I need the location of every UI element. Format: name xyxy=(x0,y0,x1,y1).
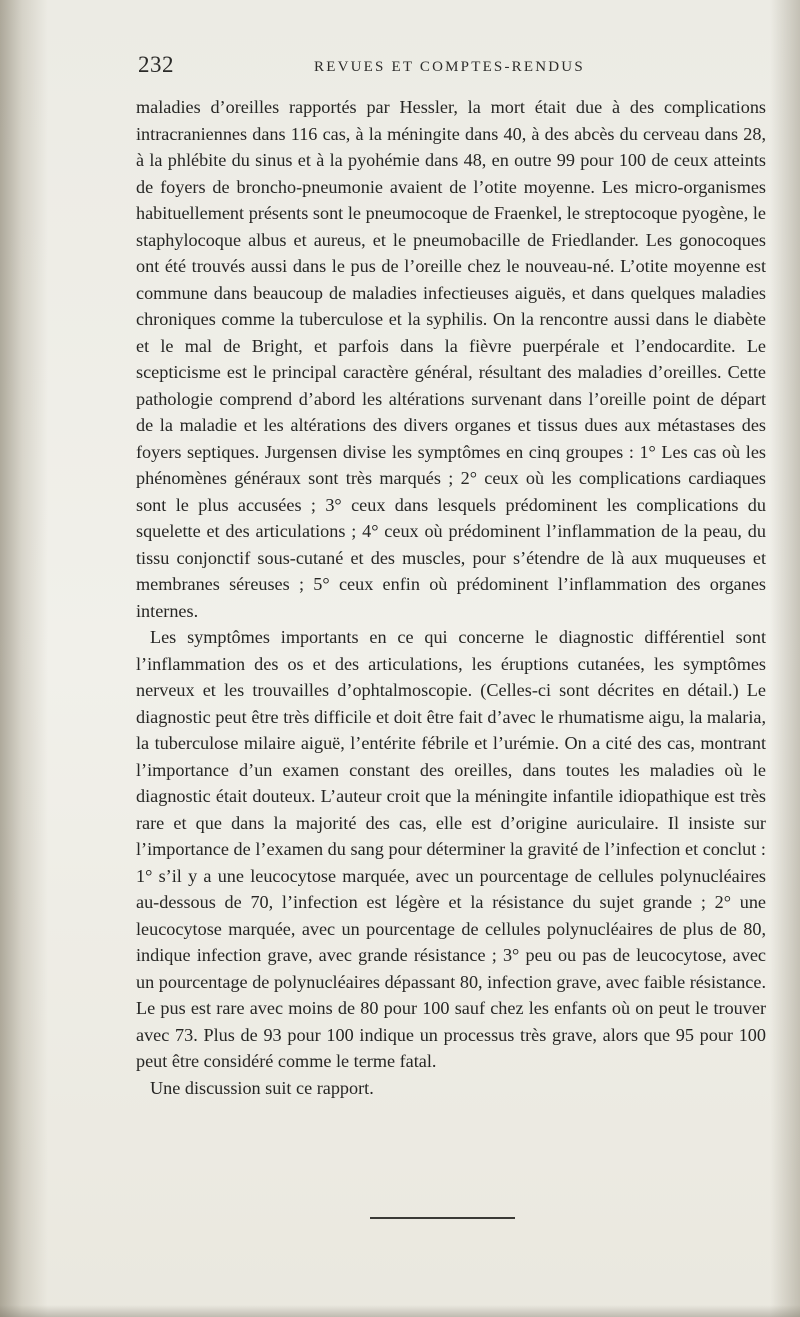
paragraph: Une discussion suit ce rapport. xyxy=(150,1077,374,1098)
running-title: REVUES ET COMPTES-RENDUS xyxy=(314,59,585,75)
paragraph: Les symptômes importants en ce qui concerne le diagnostic différentiel sont l’inflammation des os et des articulations, les éruptions cutanées, les symptômes nerveux et les trouvailles d’ophtalmoscopie. (Celles-ci sont décrites en détail.) Le diagnostic peut être très difficile et doit être fait d’avec le rhumatisme aigu, la malaria, la tuberculose milaire aiguë, l’entérite fébrile et l’urémie. On a cité des cas, montrant l’importance d’un examen constant des oreilles, dans toutes les maladies où le diagnostic était douteux. L’auteur croit que la méningite infantile idiopathique est très rare et que dans la majorité des cas, elle est d’origine auriculaire. Il insiste sur l’importance de l’examen du sang pour déterminer la gravité de l’infection et conclut : 1° s’il y a une leucocytose marquée, avec un pourcentage de cellules polynucléaires au-dessous de 70, l’infection est légère et la résistance du sujet grande ; 2° une leucocytose marquée, avec un pourcentage de cellules polynucléaires de plus de 80, indique infection grave, avec grande résistance ; 3° peu ou pas de leucocytose, avec un pourcentage de polynucléaires dépassant 80, infection grave, avec faible résistance. Le pus est rare avec moins de 80 pour 100 sauf chez les enfants où on peut le trouver avec 73. Plus de 93 pour 100 indique un processus très grave, alors que 95 pour 100 peut être considéré comme le terme fatal. xyxy=(136,627,766,1071)
page-number: 232 xyxy=(138,52,174,77)
end-rule-divider xyxy=(370,1217,515,1219)
page-bottom-edge xyxy=(0,1305,800,1317)
paragraph: maladies d’oreilles rapportés par Hessler, la mort était due à des complications intracraniennes dans 116 cas, à la méningite dans 40, à des abcès du cerveau dans 28, à la phlébite du sinus et à la pyohémie dans 48, en outre 99 pour 100 de ceux atteints de foyers de broncho-pneumonie avaient de l’otite moyenne. Les micro-organismes habituellement présents sont le pneumocoque de Fraenkel, le streptocoque pyogène, le staphylocoque albus et aureus, et le pneumobacille de Friedlander. Les gonocoques ont été trouvés aussi dans le pus de l’oreille chez le nouveau-né. L’otite moyenne est commune dans beaucoup de maladies infectieuses aiguës, et dans quelques maladies chroniques comme la tuberculose et la syphilis. On la rencontre aussi dans le diabète et le mal de Bright, et parfois dans la fièvre puerpérale et l’endocardite. Le scepticisme est le principal caractère général, résultant des maladies d’oreilles. Cette pathologie comprend d’abord les altérations survenant dans l’oreille point de départ de la maladie et les altérations des divers organes et tissus dues aux métastases des foyers septiques. Jurgensen divise les symptômes en cinq groupes : 1° Les cas où les phénomènes généraux sont très marqués ; 2° ceux où les complications cardiaques sont le plus accusées ; 3° ceux dans lesquels prédominent les complications du squelette et des articulations ; 4° ceux où prédominent l’inflammation de la peau, du tissu conjonctif sous-cutané et des muscles, pour s’étendre de là aux muqueuses et membranes séreuses ; 5° ceux enfin où prédominent l’inflammation des organes internes. xyxy=(136,97,766,621)
article-body xyxy=(136,94,766,1101)
running-head xyxy=(138,52,768,82)
